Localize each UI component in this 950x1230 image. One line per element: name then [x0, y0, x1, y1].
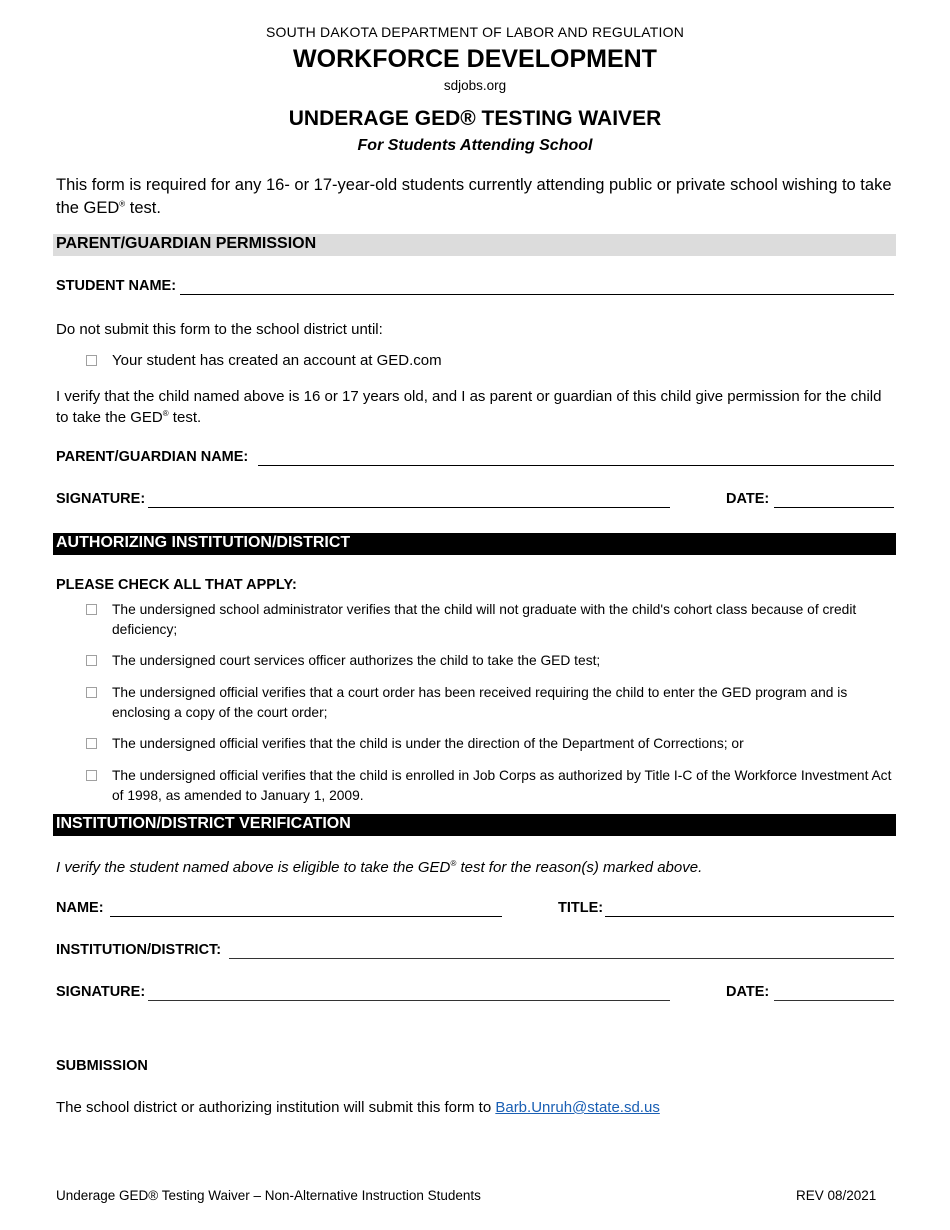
guardian-name-field[interactable]: [258, 465, 894, 466]
form-title: UNDERAGE GED® TESTING WAIVER: [288, 107, 662, 130]
parent-signature-field[interactable]: [148, 507, 670, 508]
ged-account-checkbox[interactable]: [86, 355, 97, 366]
guardian-name-label: PARENT/GUARDIAN NAME:: [56, 449, 249, 465]
parent-date-field[interactable]: [774, 507, 894, 508]
parent-section-header: [53, 234, 896, 256]
ged-account-label: Your student has created an account at GED.com: [112, 352, 442, 369]
intro-paragraph: This form is required for any 16- or 17-year-old students currently attending public or private school wishing to take the GED® test.: [56, 176, 892, 217]
court-order-checkbox[interactable]: [86, 687, 97, 698]
official-signature-label: SIGNATURE:: [56, 984, 146, 1000]
student-name-label: STUDENT NAME:: [56, 278, 177, 294]
court-services-label: The undersigned court services officer authorizes the child to take the GED test;: [112, 653, 601, 668]
parent-date-label: DATE:: [726, 491, 770, 507]
parent-section-heading: PARENT/GUARDIAN PERMISSION: [56, 235, 317, 252]
submission-email-link[interactable]: Barb.Unruh@state.sd.us: [495, 1099, 660, 1116]
submission-text: The school district or authorizing institution will submit this form to Barb.Unruh@state.sd.us: [56, 1099, 660, 1116]
website-text: sdjobs.org: [443, 78, 507, 93]
verification-section-heading: INSTITUTION/DISTRICT VERIFICATION: [56, 815, 351, 832]
credit-deficiency-checkbox[interactable]: [86, 604, 97, 615]
authorizing-section-header: [53, 533, 896, 555]
official-signature-field[interactable]: [148, 1000, 670, 1001]
form-subtitle: For Students Attending School: [357, 137, 593, 154]
official-date-field[interactable]: [774, 1000, 894, 1001]
job-corps-checkbox[interactable]: [86, 770, 97, 781]
job-corps-label: The undersigned official verifies that the child is enrolled in Job Corps as authorized by Title I-C of the Workforce Investment Act of 1998, as amended to January 1, 2009.: [112, 768, 892, 803]
student-name-field[interactable]: [180, 294, 894, 295]
court-order-label: The undersigned official verifies that a court order has been received requiring the child to enter the GED program and is enclosing a copy of the court order;: [112, 685, 848, 720]
court-services-checkbox[interactable]: [86, 655, 97, 666]
corrections-checkbox[interactable]: [86, 738, 97, 749]
footer-form-name: Underage GED® Testing Waiver – Non-Alternative Instruction Students: [56, 1188, 481, 1203]
check-all-label: PLEASE CHECK ALL THAT APPLY:: [56, 577, 297, 593]
parent-signature-label: SIGNATURE:: [56, 491, 146, 507]
institution-field[interactable]: [229, 958, 894, 959]
parent-verification-text: I verify that the child named above is 16 or 17 years old, and I as parent or guardian of this child give permission for the child to take the GED® test.: [56, 388, 882, 426]
institution-label: INSTITUTION/DISTRICT:: [56, 942, 222, 958]
official-title-field[interactable]: [605, 916, 894, 917]
official-title-label: TITLE:: [558, 900, 604, 916]
official-name-label: NAME:: [56, 900, 104, 916]
authorizing-section-heading: AUTHORIZING INSTITUTION/DISTRICT: [56, 534, 351, 551]
submission-heading: SUBMISSION: [56, 1058, 148, 1074]
official-name-field[interactable]: [110, 916, 502, 917]
credit-deficiency-label: The undersigned school administrator verifies that the child will not graduate with the child's cohort class because of credit deficiency;: [112, 602, 857, 637]
corrections-label: The undersigned official verifies that the child is under the direction of the Department of Corrections; or: [112, 736, 744, 751]
department-name: SOUTH DAKOTA DEPARTMENT OF LABOR AND REGULATION: [265, 24, 685, 40]
official-date-label: DATE:: [726, 984, 770, 1000]
verification-statement: I verify the student named above is eligible to take the GED® test for the reason(s) marked above.: [56, 859, 703, 876]
submit-instruction: Do not submit this form to the school district until:: [56, 321, 383, 338]
verification-section-header: [53, 814, 896, 836]
footer-revision: REV 08/2021: [796, 1188, 877, 1203]
division-title: WORKFORCE DEVELOPMENT: [293, 45, 657, 73]
